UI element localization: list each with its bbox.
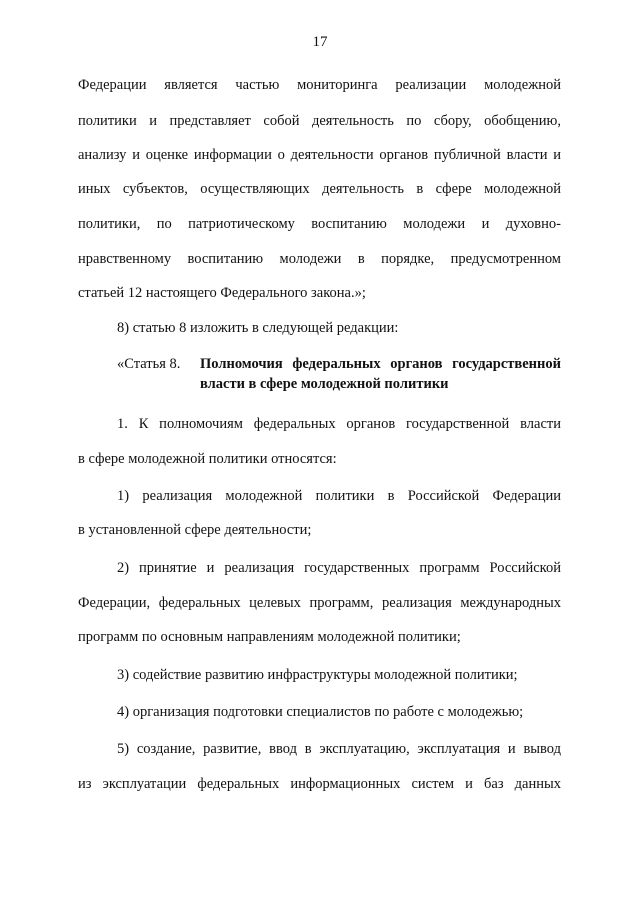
paragraph-line: в сфере молодежной политики относятся: — [78, 451, 337, 467]
paragraph-line: 5) создание, развитие, ввод в эксплуатацию, эксплуатация и вывод — [117, 741, 561, 757]
paragraph-line: 4) организация подготовки специалистов по работе с молодежью; — [117, 704, 524, 720]
paragraph-line: 2) принятие и реализация государственных программ Российской — [117, 560, 561, 576]
paragraph-line: 1. К полномочиям федеральных органов государственной власти — [117, 416, 561, 432]
paragraph-line: в установленной сфере деятельности; — [78, 522, 312, 538]
article-heading-title: Полномочия федеральных органов государственной — [200, 356, 561, 372]
paragraph-line: статьей 12 настоящего Федерального закона.»; — [78, 285, 366, 301]
paragraph-line: Федерации является частью мониторинга реализации молодежной — [78, 77, 561, 93]
page-number: 17 — [312, 34, 328, 50]
paragraph-line: 3) содействие развитию инфраструктуры молодежной политики; — [117, 667, 518, 683]
paragraph-line: иных субъектов, осуществляющих деятельность в сфере молодежной — [78, 181, 561, 197]
article-heading-title: власти в сфере молодежной политики — [200, 376, 449, 392]
article-heading-lead: «Статья 8. — [117, 356, 181, 372]
paragraph-line: Федерации, федеральных целевых программ, реализация международных — [78, 595, 561, 611]
paragraph-line: анализу и оценке информации о деятельности органов публичной власти и — [78, 147, 561, 163]
paragraph-line: 1) реализация молодежной политики в Российской Федерации — [117, 488, 561, 504]
paragraph-line: 8) статью 8 изложить в следующей редакции: — [117, 320, 399, 336]
paragraph-line: нравственному воспитанию молодежи в порядке, предусмотренном — [78, 251, 561, 267]
paragraph-line: из эксплуатации федеральных информационных систем и баз данных — [78, 776, 561, 792]
paragraph-line: политики и представляет собой деятельность по сбору, обобщению, — [78, 113, 561, 129]
paragraph-line: программ по основным направлениям молодежной политики; — [78, 629, 461, 645]
paragraph-line: политики, по патриотическому воспитанию молодежи и духовно- — [78, 216, 561, 232]
